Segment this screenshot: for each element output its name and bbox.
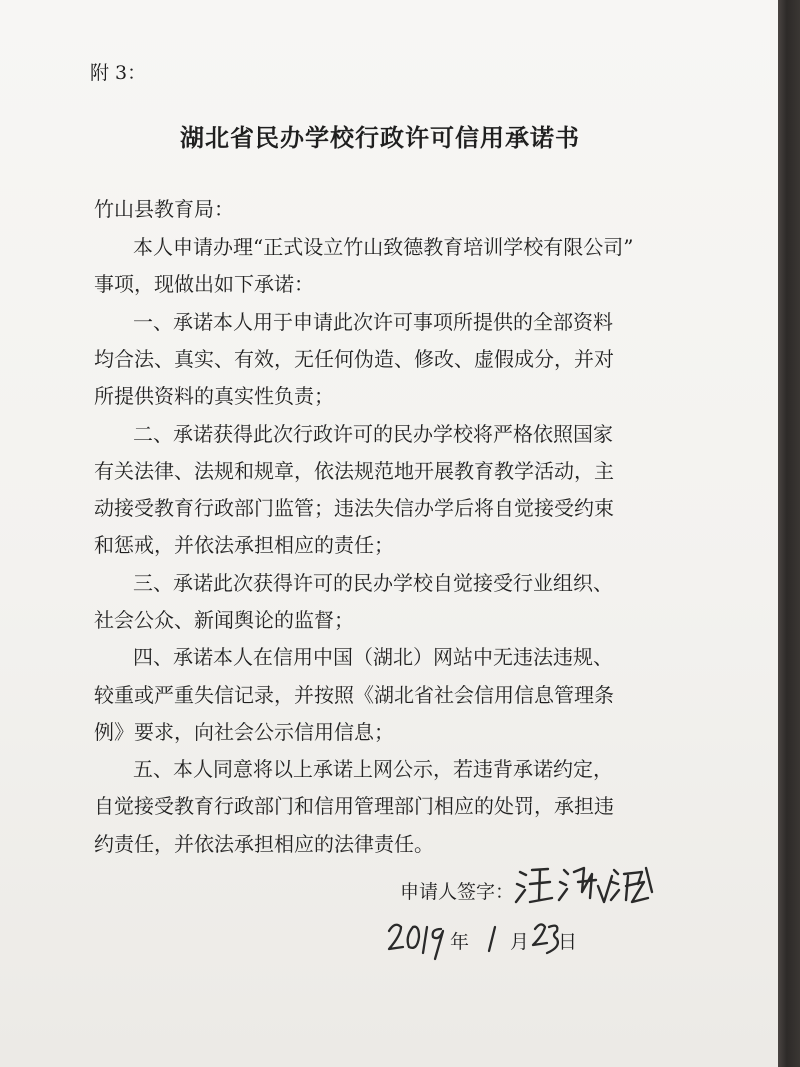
date-day-char: 日: [558, 931, 578, 953]
date-year-char: 年: [450, 931, 470, 953]
body-line: 和惩戒，并依法承担相应的责任；: [94, 533, 394, 557]
attachment-label: 附 3：: [90, 62, 147, 84]
body-line: 较重或严重失信记录，并按照《湖北省社会信用信息管理条: [94, 683, 614, 707]
body-line: 五、本人同意将以上承诺上网公示，若违背承诺约定，: [133, 757, 613, 781]
body-line: 四、承诺本人在信用中国（湖北）网站中无违法违规、: [133, 645, 613, 669]
body-line: 均合法、真实、有效，无任何伪造、修改、虚假成分，并对: [94, 347, 614, 371]
date-month-char: 月: [510, 931, 530, 953]
handwritten-signature: [512, 862, 662, 910]
body-line: 社会公众、新闻舆论的监督；: [94, 608, 354, 632]
body-line: 本人申请办理“正式设立竹山致德教育培训学校有限公司”: [133, 235, 634, 259]
signature-label: 申请人签字：: [400, 881, 515, 903]
addressee: 竹山县教育局：: [94, 197, 234, 221]
body-line: 事项，现做出如下承诺：: [94, 272, 314, 296]
body-line: 所提供资料的真实性负责；: [94, 384, 334, 408]
document-title: 湖北省民办学校行政许可信用承诺书: [180, 124, 580, 152]
body-line: 自觉接受教育行政部门和信用管理部门相应的处罚，承担违: [94, 794, 614, 818]
table-edge-background: [778, 0, 800, 1067]
body-line: 有关法律、法规和规章，依法规范地开展教育教学活动，主: [94, 459, 614, 483]
body-line: 动接受教育行政部门监管；违法失信办学后将自觉接受约束: [94, 496, 614, 520]
body-line: 例》要求，向社会公示信用信息；: [94, 720, 394, 744]
body-line: 二、承诺获得此次行政许可的民办学校将严格依照国家: [133, 422, 613, 446]
body-line: 三、承诺此次获得许可的民办学校自觉接受行业组织、: [133, 571, 613, 595]
body-line: 约责任，并依法承担相应的法律责任。: [94, 832, 434, 856]
body-line: 一、承诺本人用于申请此次许可事项所提供的全部资料: [133, 310, 613, 334]
